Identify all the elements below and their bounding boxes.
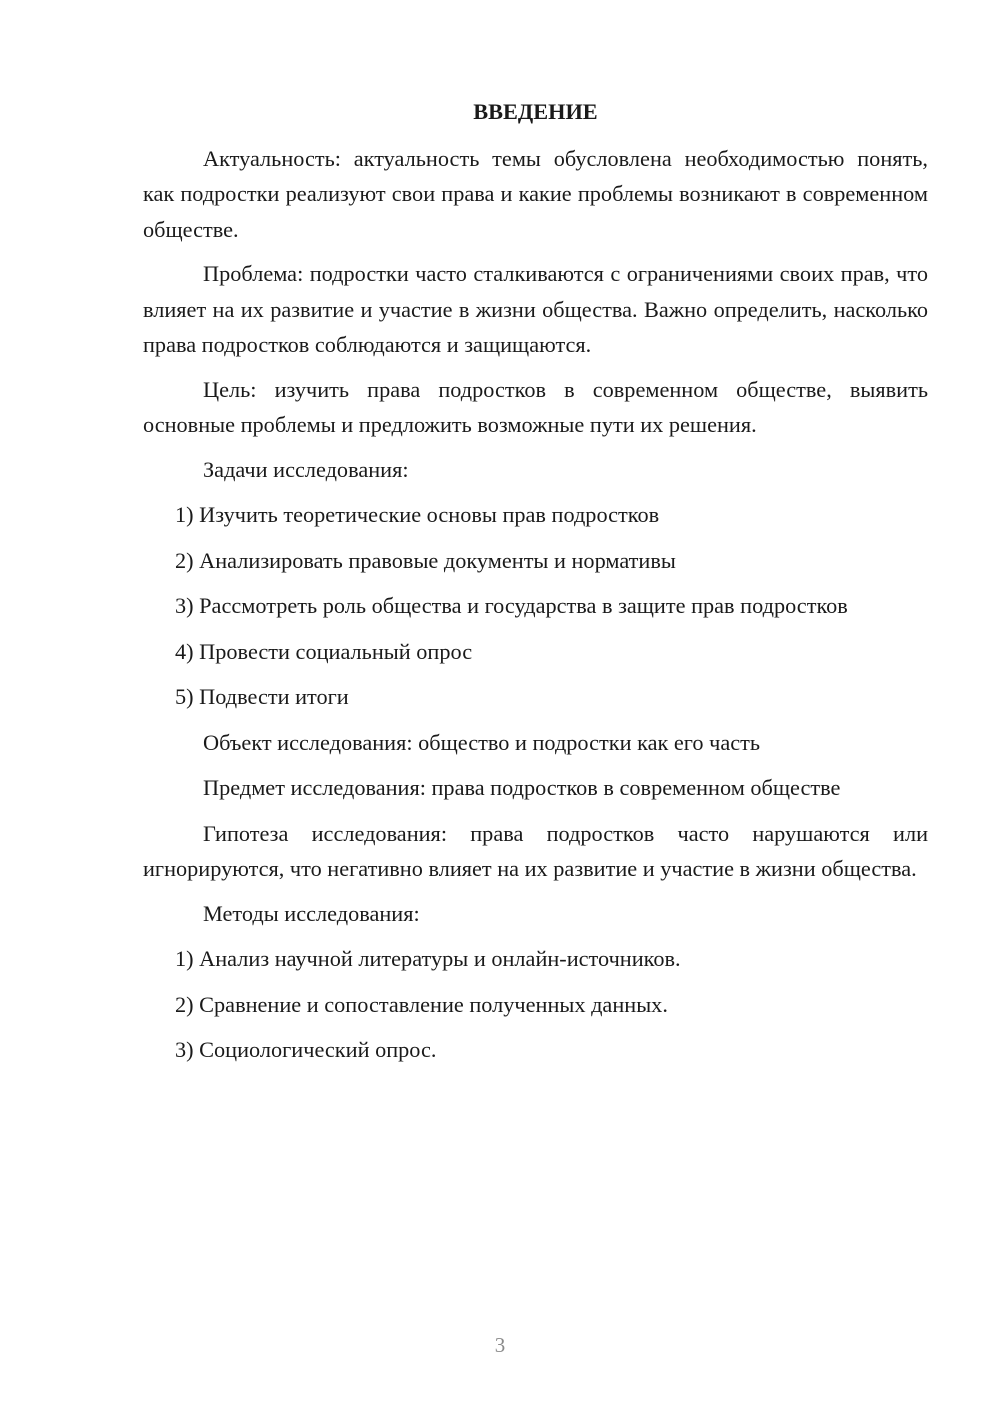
- subject-paragraph: Предмет исследования: права подростков в современном обществе: [203, 775, 841, 800]
- object-paragraph: Объект исследования: общество и подростки как его часть: [203, 729, 761, 755]
- method-item: 1) Анализ научной литературы и онлайн-источников.: [175, 946, 681, 971]
- problem-paragraph: Проблема: подростки часто сталкиваются с ограничениями своих прав, что влияет на их развитие и участие в жизни общества. Важно определить, насколько права подростков соблюдаются и защищаются.: [143, 261, 928, 357]
- task-item: 5) Подвести итоги: [175, 684, 349, 709]
- page-number: 3: [494, 1333, 506, 1357]
- method-item: 3) Социологический опрос.: [175, 1037, 437, 1062]
- goal-paragraph: Цель: изучить права подростков в современном обществе, выявить основные проблемы и предложить возможные пути их решения.: [143, 376, 928, 437]
- task-item: 1) Изучить теоретические основы прав подростков: [175, 502, 660, 527]
- task-item: 3) Рассмотреть роль общества и государства в защите прав подростков: [175, 593, 848, 618]
- task-item: 2) Анализировать правовые документы и нормативы: [175, 547, 676, 573]
- relevance-paragraph: Актуальность: актуальность темы обусловлена необходимостью понять, как подростки реализуют свои права и какие проблемы возникают в современном обществе.: [143, 145, 928, 242]
- section-title: ВВЕДЕНИЕ: [473, 99, 598, 124]
- task-item: 4) Провести социальный опрос: [175, 638, 473, 664]
- methods-heading: Методы исследования:: [203, 900, 420, 926]
- method-item: 2) Сравнение и сопоставление полученных данных.: [175, 991, 668, 1017]
- tasks-heading: Задачи исследования:: [203, 456, 409, 482]
- page-content: [143, 94, 928, 1078]
- hypothesis-paragraph: Гипотеза исследования: права подростков часто нарушаются или игнорируются, что негативно влияет на их развитие и участие в жизни общества.: [143, 820, 928, 881]
